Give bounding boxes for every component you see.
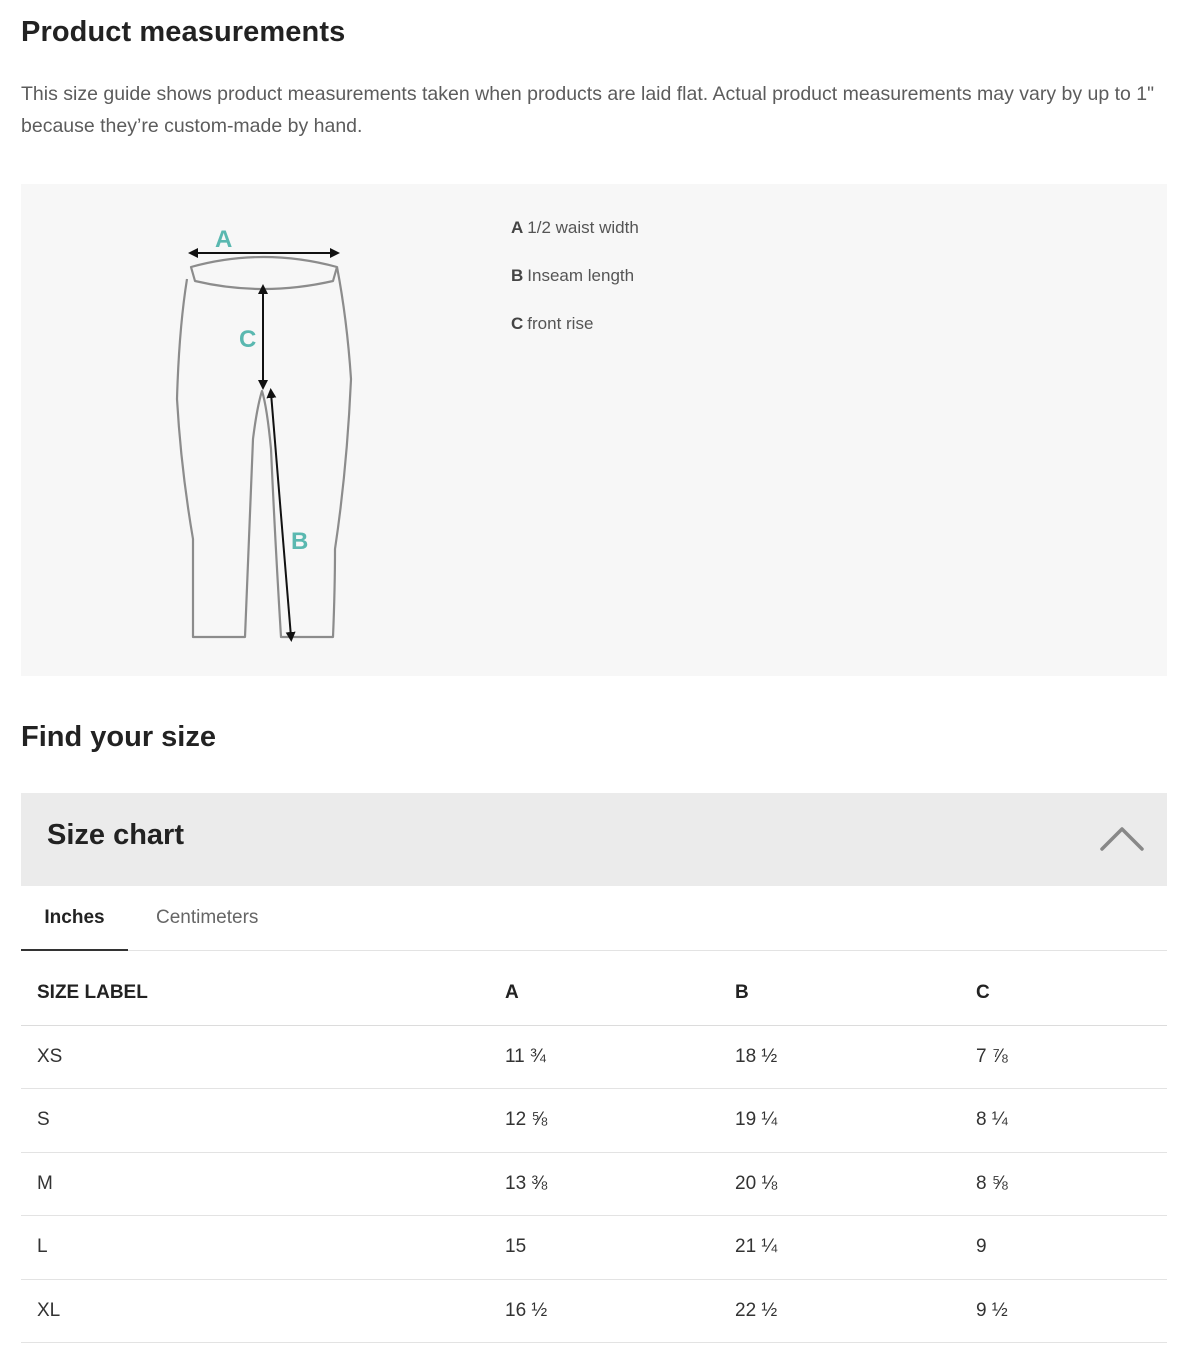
table-cell: 18 ½ [735,1025,976,1089]
measurement-legend [511,216,639,360]
label-a: A [215,226,233,253]
table-cell: 20 ⅛ [735,1152,976,1216]
size-chart-title: Size chart [47,819,184,851]
table-cell: 9 ½ [976,1279,1167,1343]
column-header: A [505,961,735,1025]
column-header: B [735,961,976,1025]
column-header: SIZE LABEL [21,961,505,1025]
table-cell: XL [21,1279,505,1343]
table-header-row [21,961,1167,1025]
table-cell: 9 [976,1216,1167,1280]
legend-text: 1/2 waist width [527,218,639,237]
tab-centimeters[interactable]: Centimeters [156,907,259,928]
leggings-diagram [171,209,391,649]
table-cell: 8 ⅝ [976,1152,1167,1216]
size-table [21,961,1167,1343]
legend-text: Inseam length [527,266,635,285]
table-cell: 8 ¼ [976,1089,1167,1153]
column-header: C [976,961,1167,1025]
table-cell: 21 ¼ [735,1216,976,1280]
table-cell: 11 ¾ [505,1025,735,1089]
measurement-diagram-panel [21,184,1167,676]
table-cell: 16 ½ [505,1279,735,1343]
table-cell: 13 ⅜ [505,1152,735,1216]
label-c: C [239,326,257,353]
table-cell: 12 ⅝ [505,1089,735,1153]
table-cell: L [21,1216,505,1280]
table-row [21,1152,1167,1216]
table-cell: XS [21,1025,505,1089]
legend-item-b [511,264,639,312]
legend-key: B [511,266,524,285]
legend-text: front rise [527,314,594,333]
table-cell: 22 ½ [735,1279,976,1343]
table-row [21,1279,1167,1343]
table-row [21,1089,1167,1153]
tab-inches[interactable]: Inches [21,886,128,951]
table-cell: M [21,1152,505,1216]
table-cell: 15 [505,1216,735,1280]
legend-key: A [511,218,524,237]
size-chart-accordion[interactable] [21,793,1167,886]
legend-item-a [511,216,639,264]
table-cell: 7 ⅞ [976,1025,1167,1089]
chevron-up-icon[interactable] [1099,823,1145,853]
label-b: B [291,528,309,555]
legend-key: C [511,314,524,333]
unit-tabs [21,886,1167,951]
table-cell: 19 ¼ [735,1089,976,1153]
find-your-size-heading: Find your size [21,721,216,753]
legend-item-c [511,312,639,360]
product-measurements-heading: Product measurements [21,16,346,48]
table-row [21,1216,1167,1280]
size-guide-description: This size guide shows product measurements taken when products are laid flat. Actual product measurements may vary by up to 1" because they’re custom-made by hand. [21,83,1155,137]
table-row [21,1025,1167,1089]
table-cell: S [21,1089,505,1153]
